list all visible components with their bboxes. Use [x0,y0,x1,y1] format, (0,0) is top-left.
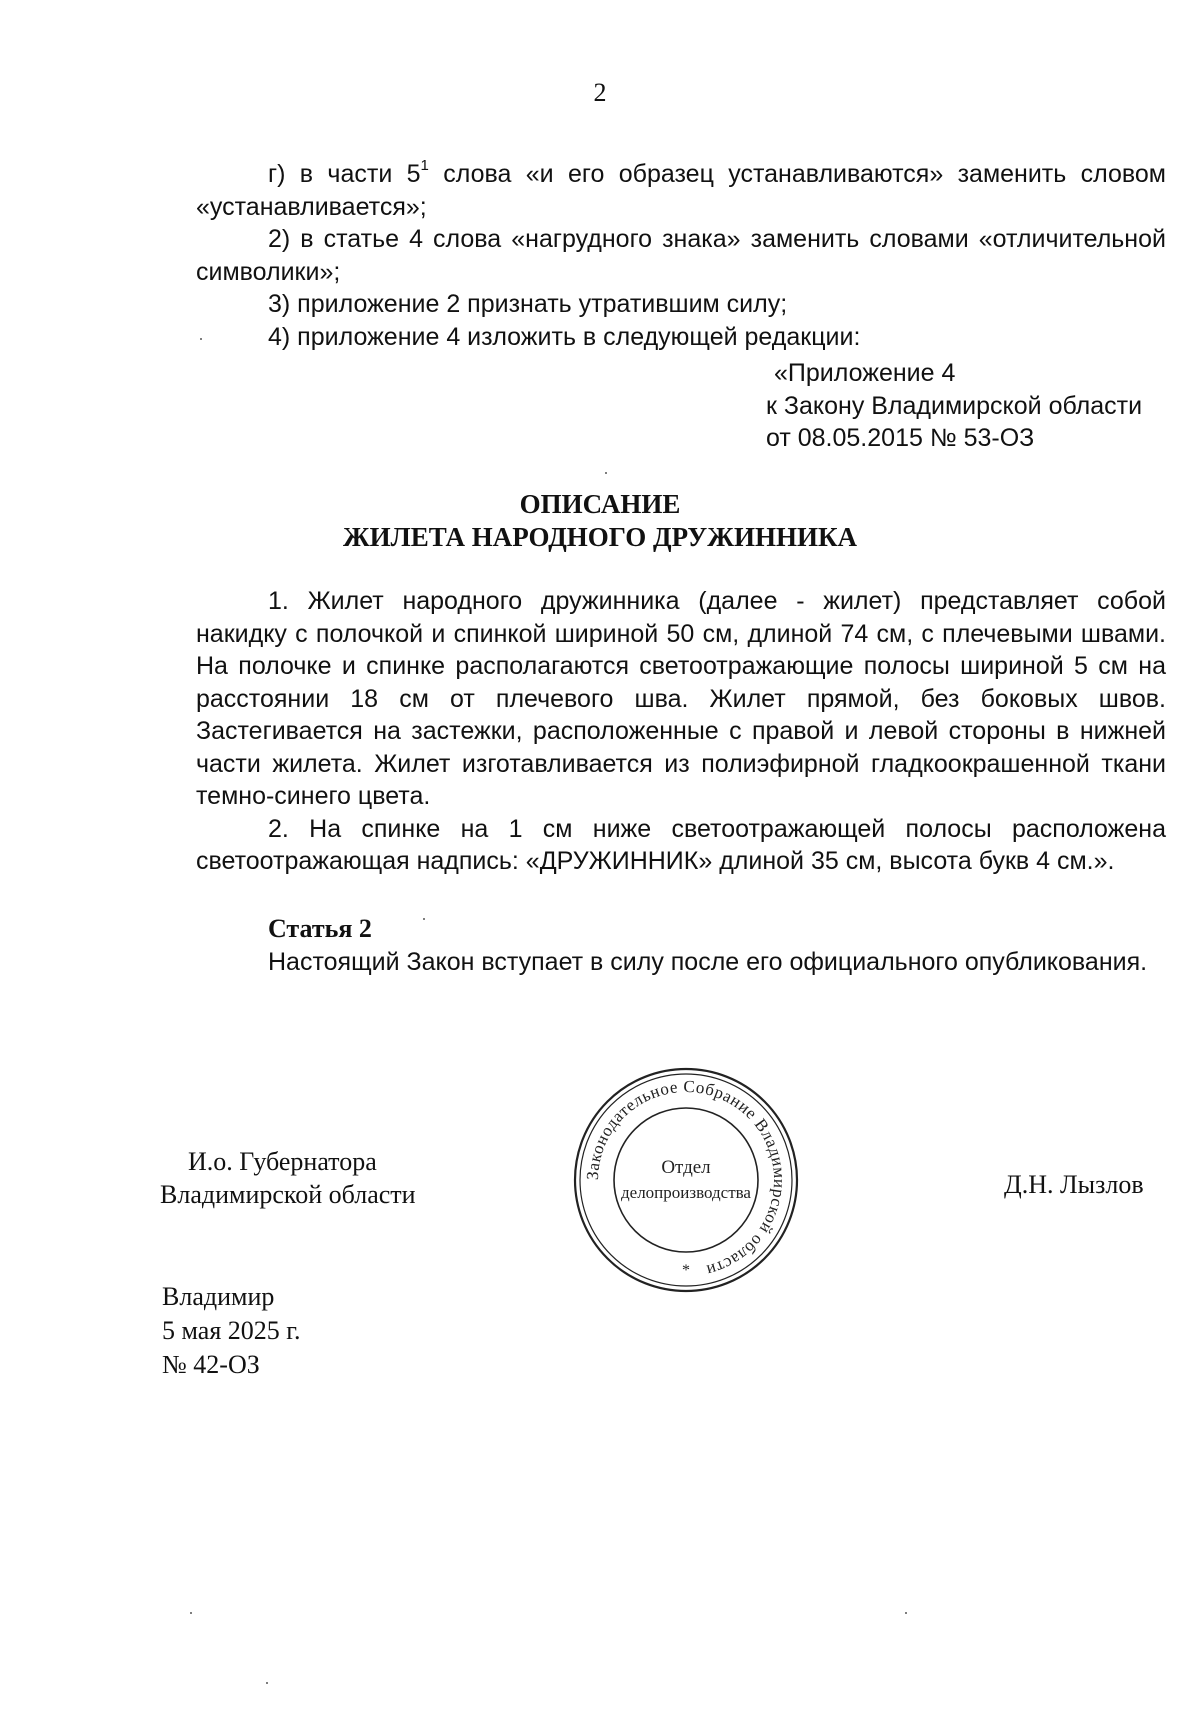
appendix-heading [766,357,1142,455]
title-line-2: ЖИЛЕТА НАРОДНОГО ДРУЖИННИКА [342,522,858,552]
page-number: 2 [593,78,607,107]
scan-speck [423,918,425,920]
stamp-outer-ring-inner [580,1074,792,1286]
stamp-outer-ring [575,1069,797,1291]
stamp-star: * [682,1262,690,1279]
amendment-item-g: г) в части $5^1$ слова «и его образец устанавливаются» заменить словом «устанавливается»; [196,157,1166,221]
article-heading: Статья 2 [268,914,372,943]
adoption-city: Владимир [162,1282,275,1311]
scan-speck [605,472,607,474]
document-title [0,488,1200,554]
amendment-item-3: 3) приложение 2 признать утратившим силу; [268,290,788,318]
position-line-1: И.о. Губернатора [188,1147,377,1176]
amendment-item-2: 2) в статье 4 слова «нагрудного знака» заменить словами «отличительной символики»; [196,225,1166,286]
stamp-inner-ring [614,1108,758,1252]
appendix-line-1: «Приложение 4 [774,359,956,387]
scan-speck [905,1612,907,1614]
superscript: 1 [420,157,429,174]
scan-speck [200,338,202,340]
description-paragraph-1: 1. Жилет народного дружинника (далее - жилет) представляет собой накидку с полочкой и спинкой шириной 50 см, длиной 74 см, с плечевыми швами. На полочке и спинке располагаются светоотражающие полосы шириной 5 см на расстоянии 18 см от плечевого шва. Жилет прямой, без боковых швов. Застегивается на застежки, расположенные с правой и левой стороны в нижней части жилета. Жилет изготавливается из полиэфирной гладкоокрашенной ткани темно-синего цвета. [196,587,1166,810]
appendix-line-2: к Закону Владимирской области [766,391,1143,420]
adoption-details [162,1280,301,1382]
adoption-date: 5 мая 2025 г. [162,1316,301,1345]
title-line-1: ОПИСАНИЕ [519,489,681,519]
appendix-line-3: от 08.05.2015 № 53-ОЗ [766,424,1035,452]
amendment-item-4: 4) приложение 4 изложить в следующей редакции: [268,322,861,351]
signatory-position [160,1145,416,1211]
scan-speck [190,1612,192,1614]
stamp-inner-line-2: делопроизводства [621,1183,751,1202]
stamp-inner-line-1: Отдел [661,1157,711,1178]
description-paragraph-2: 2. На спинке на 1 см ниже светоотражающей полосы расположена светоотражающая надпись: «ДРУЖИННИК» длиной 35 см, высота букв 4 см.». [196,814,1166,875]
signatory-name: Д.Н. Лызлов [1004,1170,1144,1199]
position-line-2: Владимирской области [160,1180,416,1209]
vest-description [196,585,1166,878]
official-stamp [571,1065,801,1295]
article-2-block [196,913,1166,978]
scan-speck [266,1682,268,1684]
stamp-outer-text: Законодательное Собрание Владимирской области [582,1076,790,1281]
article-text: Настоящий Закон вступает в силу после его официального опубликования. [268,947,1148,976]
law-number: № 42-ОЗ [162,1350,260,1379]
amendments-block [196,158,1166,353]
